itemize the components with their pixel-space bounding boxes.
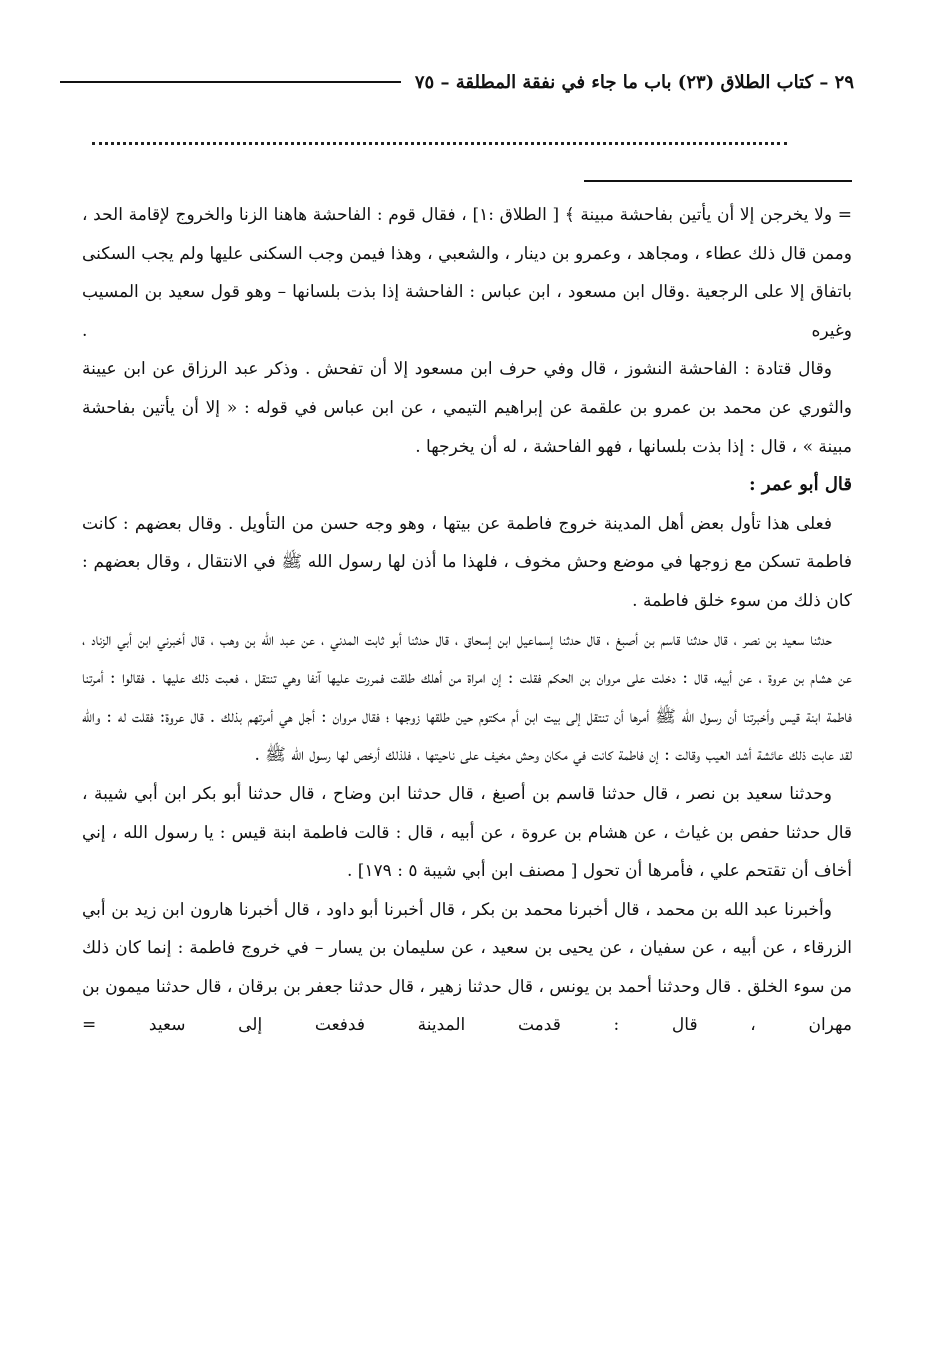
dotted-separator [92, 142, 787, 145]
paragraph-quran-interpretation: = ولا يخرجن إلا أن يأتين بفاحشة مبينة ﴾ [ الطلاق :١] ، فقال قوم : الفاحشة هاهنا الزنا والخروج لإقامة الحد ، وممن قال ذلك عطاء ، ومجاهد ، وعمرو بن دينار ، والشعبي ، وهذا فيمن وجب السكنى عليها ولم يجب السكنى باتفاق إلا على الرجعية .وقال ابن مسعود ، ابن عباس : الفاحشة إذا بذت بلسانها – وهو قول سعيد بن المسيب وغيره . [82, 205, 852, 341]
footnote-rule [584, 180, 852, 182]
paragraph-qatada: وقال قتادة : الفاحشة النشوز ، قال وفي حرف ابن مسعود إلا أن تفحش . وذكر عبد الرزاق عن ابن عيينة والثوري عن محمد بن عمرو بن علقمة عن إبراهيم التيمي ، عن ابن عباس في قوله : « إلا أن يأتين بفاحشة مبينة » ، قال : إذا بذت بلسانها ، فهو الفاحشة ، له أن يخرجها . [82, 359, 852, 457]
paragraph-hadith-abu-dawud: وأخبرنا عبد الله بن محمد ، قال أخبرنا محمد بن بكر ، قال أخبرنا أبو داود ، قال أخبرنا هارون ابن زيد بن أبي الزرقاء ، عن أبيه ، عن سفيان ، عن يحيى بن سعيد ، عن سليمان بن يسار – في خروج فاطمة : إنما كان ذلك من سوء الخلق . قال وحدثنا أحمد بن يونس ، قال حدثنا زهير ، قال حدثنا جعفر بن برقان ، قال حدثنا ميمون بن مهران ، قال : قدمت المدينة فدفعت إلى سعيد = [82, 899, 852, 1036]
running-title: ٢٩ – كتاب الطلاق (٢٣) باب ما جاء في نفقة المطلقة – ٧٥ [414, 71, 854, 93]
footnote-body [82, 196, 852, 1045]
section-heading: قال أبو عمر : [749, 474, 852, 496]
paragraph-hadith-urwa: حدثنا سعيد بن نصر ، قال حدثنا قاسم بن أصبغ ، قال حدثنا إسماعيل ابن إسحاق ، قال حدثنا أبو ثابت المدني ، عن عبد الله بن وهب ، قال أخبرني ابن أبي الزناد ، عن هشام بن عروة ، عن أبيه، قال : دخلت على مروان بن الحكم فقلت : إن امراة من أهلك طلقت فمررت عليها آنفا وهي تنتقل ، فعبت ذلك عليها . فقالوا : أمرتنا فاطمة ابنة قيس وأخبرتنا أن رسول الله ﷺ أمرها أن تنتقل إلى بيت ابن أم مكتوم حين طلقها زوجها ؛ فقال مروان : أجل هي أمرتهم بذلك . قال عروة: فقلت له : والله لقد عابت ذلك عائشة أشد العيب وقالت : إن فاطمة كانت في مكان وحش مخيف على ناحيتها ، فلذلك أرخص لها رسول الله ﷺ . [82, 629, 852, 766]
running-header [60, 62, 854, 102]
header-rule [60, 81, 401, 83]
paragraph-hadith-ibn-abi-shayba: وحدثنا سعيد بن نصر ، قال حدثنا قاسم بن أصبغ ، قال حدثنا ابن وضاح ، قال حدثنا أبو بكر ابن أبي شيبة ، قال حدثنا حفص بن غياث ، عن هشام بن عروة ، عن أبيه ، قال : قالت فاطمة ابنة قيس : يا رسول الله ، إني أخاف أن تقتحم علي ، فأمرها أن تحول [ مصنف ابن أبي شيبة ٥ : ١٧٩] . [82, 783, 852, 882]
paragraph-medina-interpretation: فعلى هذا تأول بعض أهل المدينة خروج فاطمة عن بيتها ، وهو وجه حسن من التأويل . وقال بعضهم : كانت فاطمة تسكن مع زوجها في موضع وحش مخوف ، فلهذا ما أذن لها رسول الله ﷺ في الانتقال ، وقال بعضهم : كان ذلك من سوء خلق فاطمة . [82, 513, 852, 611]
